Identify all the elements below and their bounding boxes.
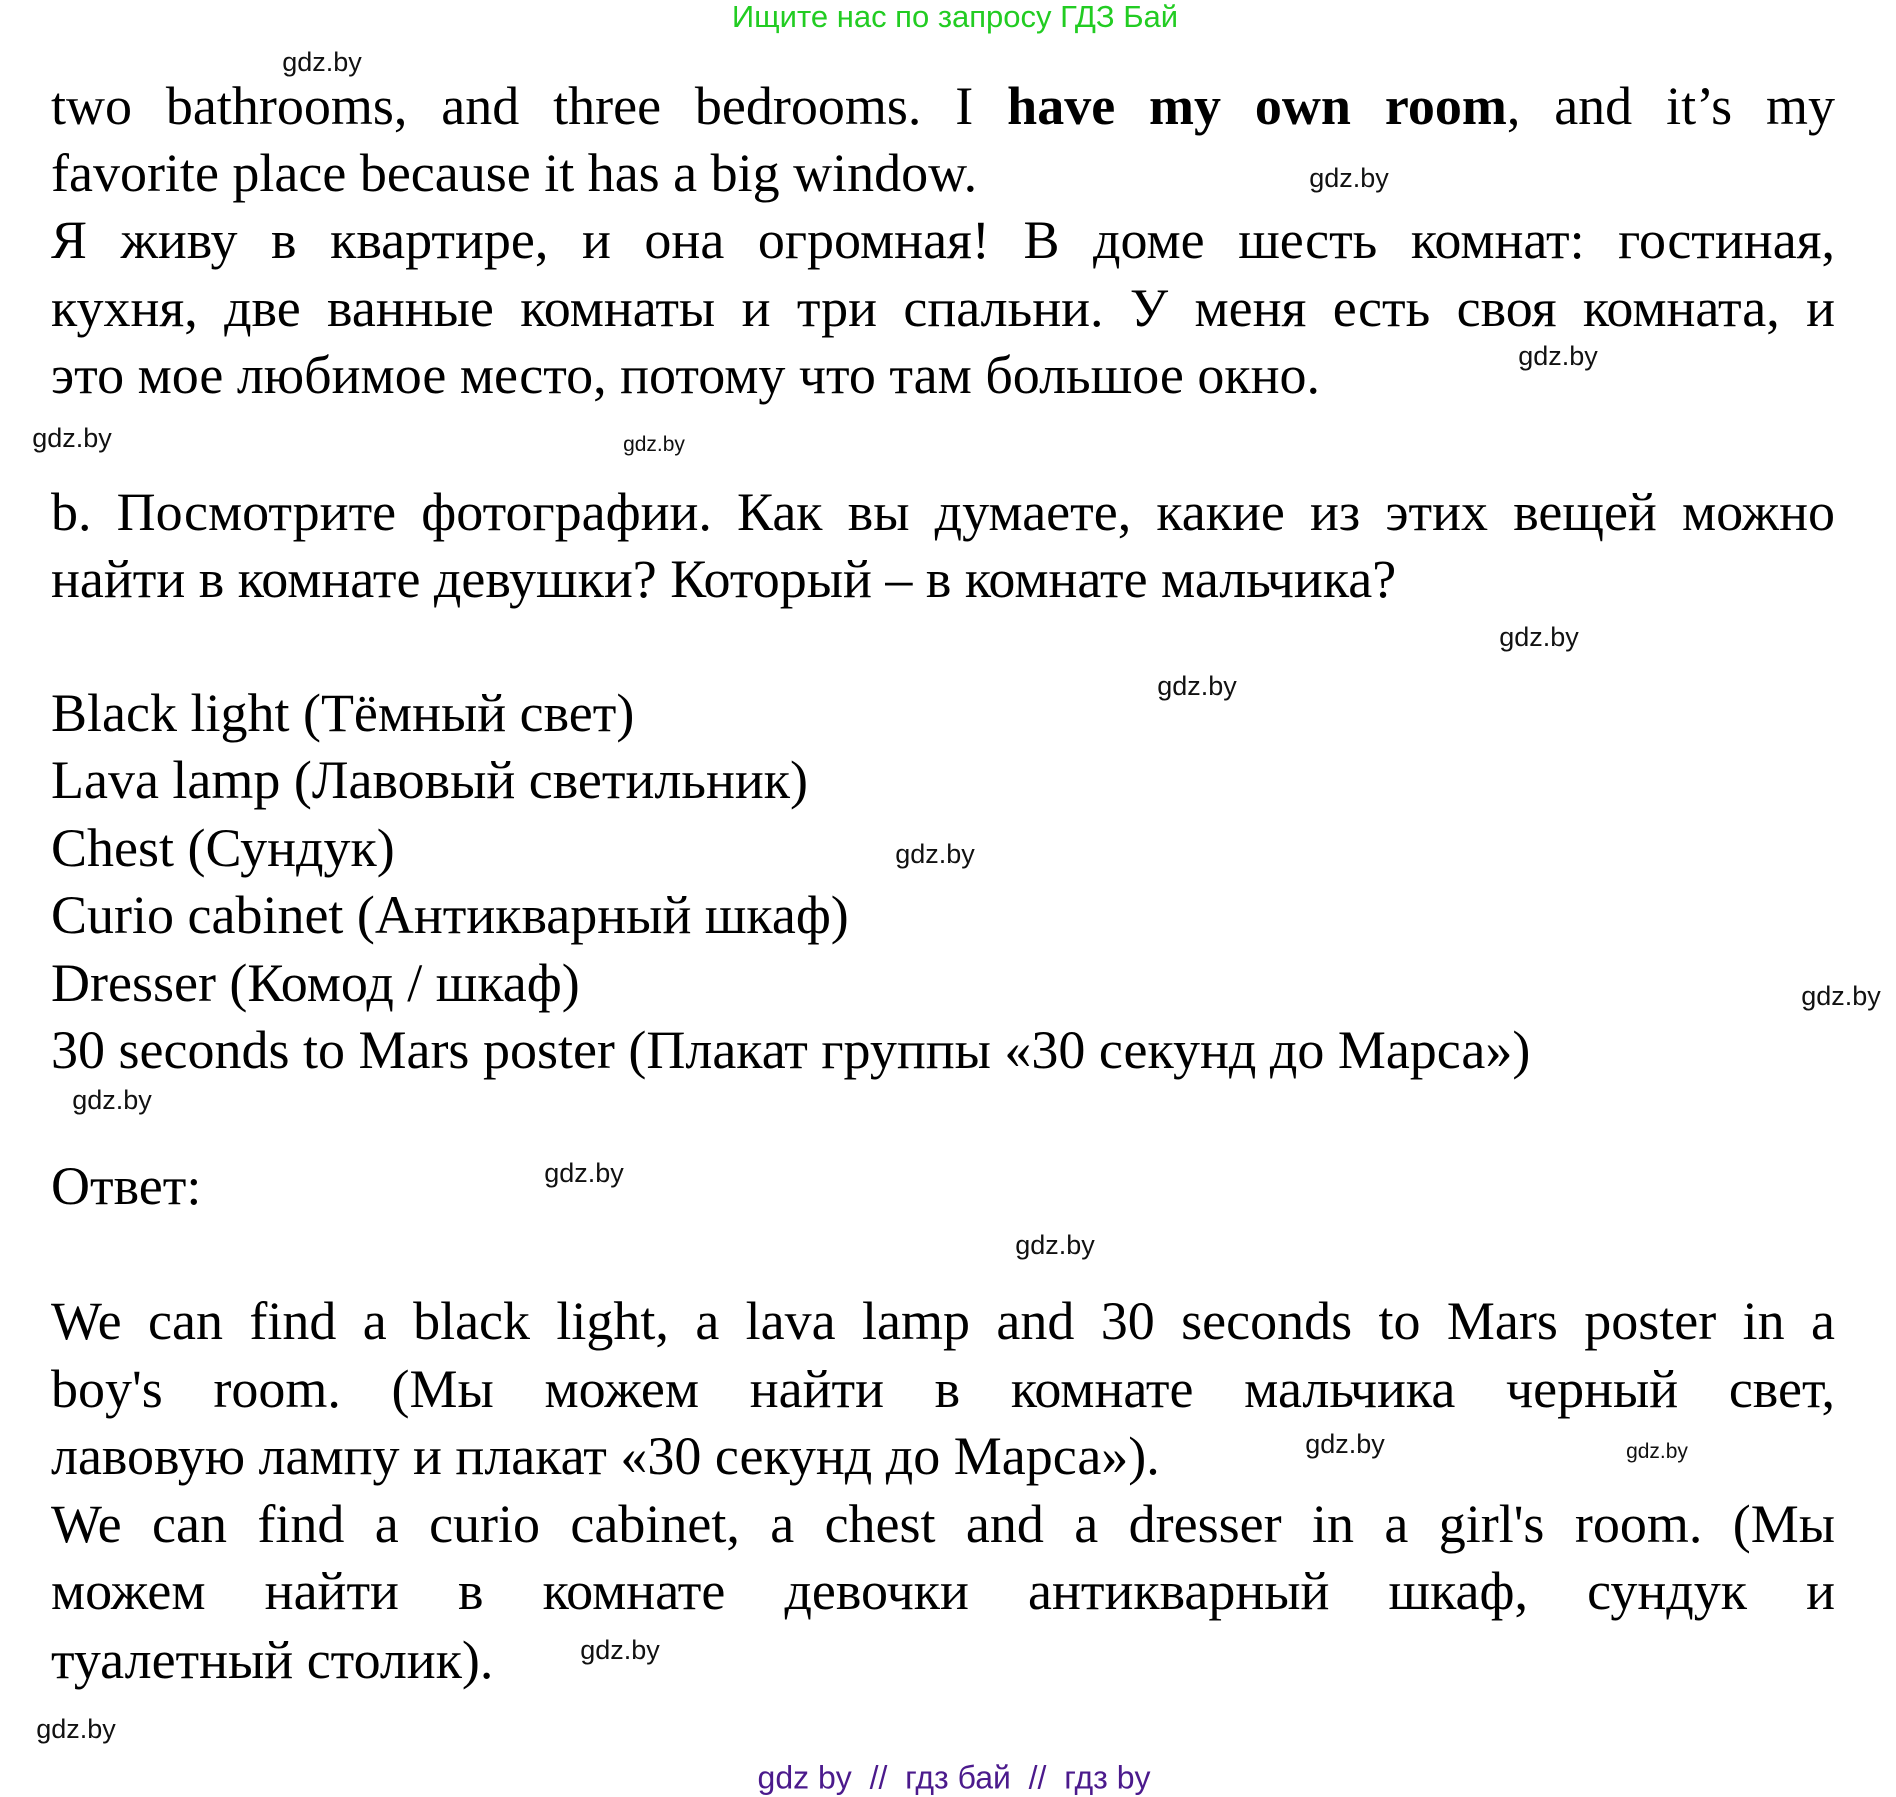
bold-phrase: have my own room <box>1007 76 1507 136</box>
task-b-line-2: найти в комнате девушки? Который – в комнате мальчика? <box>51 549 1397 609</box>
ru-line-1: Я живу в квартире, и она огромная! В доме шесть комнат: гостиная, <box>51 210 1835 270</box>
list-item: 30 seconds to Mars poster (Плакат группы «30 секунд до Марса») <box>51 1020 1531 1080</box>
text: , and it’s my <box>1506 76 1835 136</box>
answer-p1-line: лавовую лампу и плакат «30 секунд до Марса»). <box>51 1426 1160 1486</box>
ru-line-3: это мое любимое место, потому что там большое окно. <box>51 345 1320 405</box>
footer-links[interactable]: gdz by // гдз бай // гдз by <box>757 1759 1151 1796</box>
intro-line-1 <box>51 77 1835 135</box>
watermark: gdz.by <box>1499 622 1579 652</box>
list-item: Lava lamp (Лавовый светильник) <box>51 750 808 810</box>
watermark: gdz.by <box>544 1158 624 1188</box>
watermark: gdz.by <box>580 1635 660 1665</box>
list-item: Curio cabinet (Антикварный шкаф) <box>51 885 849 945</box>
answer-p1-line: We can find a black light, a lava lamp and 30 seconds to Mars poster in a <box>51 1291 1835 1351</box>
watermark: gdz.by <box>72 1085 152 1115</box>
text: two bathrooms, and three bedrooms. I <box>51 76 1008 136</box>
watermark: gdz.by <box>282 47 362 77</box>
answer-p2-line: We can find a curio cabinet, a chest and a dresser in a girl's room. (Мы <box>51 1494 1835 1554</box>
watermark: gdz.by <box>1626 1440 1688 1463</box>
watermark: gdz.by <box>36 1714 116 1744</box>
watermark: gdz.by <box>1518 341 1598 371</box>
watermark: gdz.by <box>1305 1429 1385 1459</box>
list-item: Black light (Тёмный свет) <box>51 683 635 743</box>
answer-label: Ответ: <box>51 1156 202 1216</box>
watermark: gdz.by <box>1309 163 1389 193</box>
list-item: Chest (Сундук) <box>51 818 395 878</box>
intro-line-2: favorite place because it has a big window. <box>51 143 978 203</box>
watermark: gdz.by <box>1157 671 1237 701</box>
answer-p1-line: boy's room. (Мы можем найти в комнате мальчика черный свет, <box>51 1359 1835 1419</box>
answer-p2-line: туалетный столик). <box>51 1630 494 1690</box>
header-banner[interactable]: Ищите нас по запросу ГДЗ Бай <box>731 0 1179 34</box>
watermark: gdz.by <box>895 839 975 869</box>
watermark: gdz.by <box>32 423 112 453</box>
task-b-line-1: b. Посмотрите фотографии. Как вы думаете, какие из этих вещей можно <box>51 482 1835 542</box>
watermark: gdz.by <box>1015 1230 1095 1260</box>
answer-p2-line: можем найти в комнате девочки антикварный шкаф, сундук и <box>51 1561 1835 1621</box>
list-item: Dresser (Комод / шкаф) <box>51 953 580 1013</box>
ru-line-2: кухня, две ванные комнаты и три спальни. У меня есть своя комната, и <box>51 278 1835 338</box>
watermark: gdz.by <box>623 433 685 456</box>
watermark: gdz.by <box>1801 981 1881 1011</box>
